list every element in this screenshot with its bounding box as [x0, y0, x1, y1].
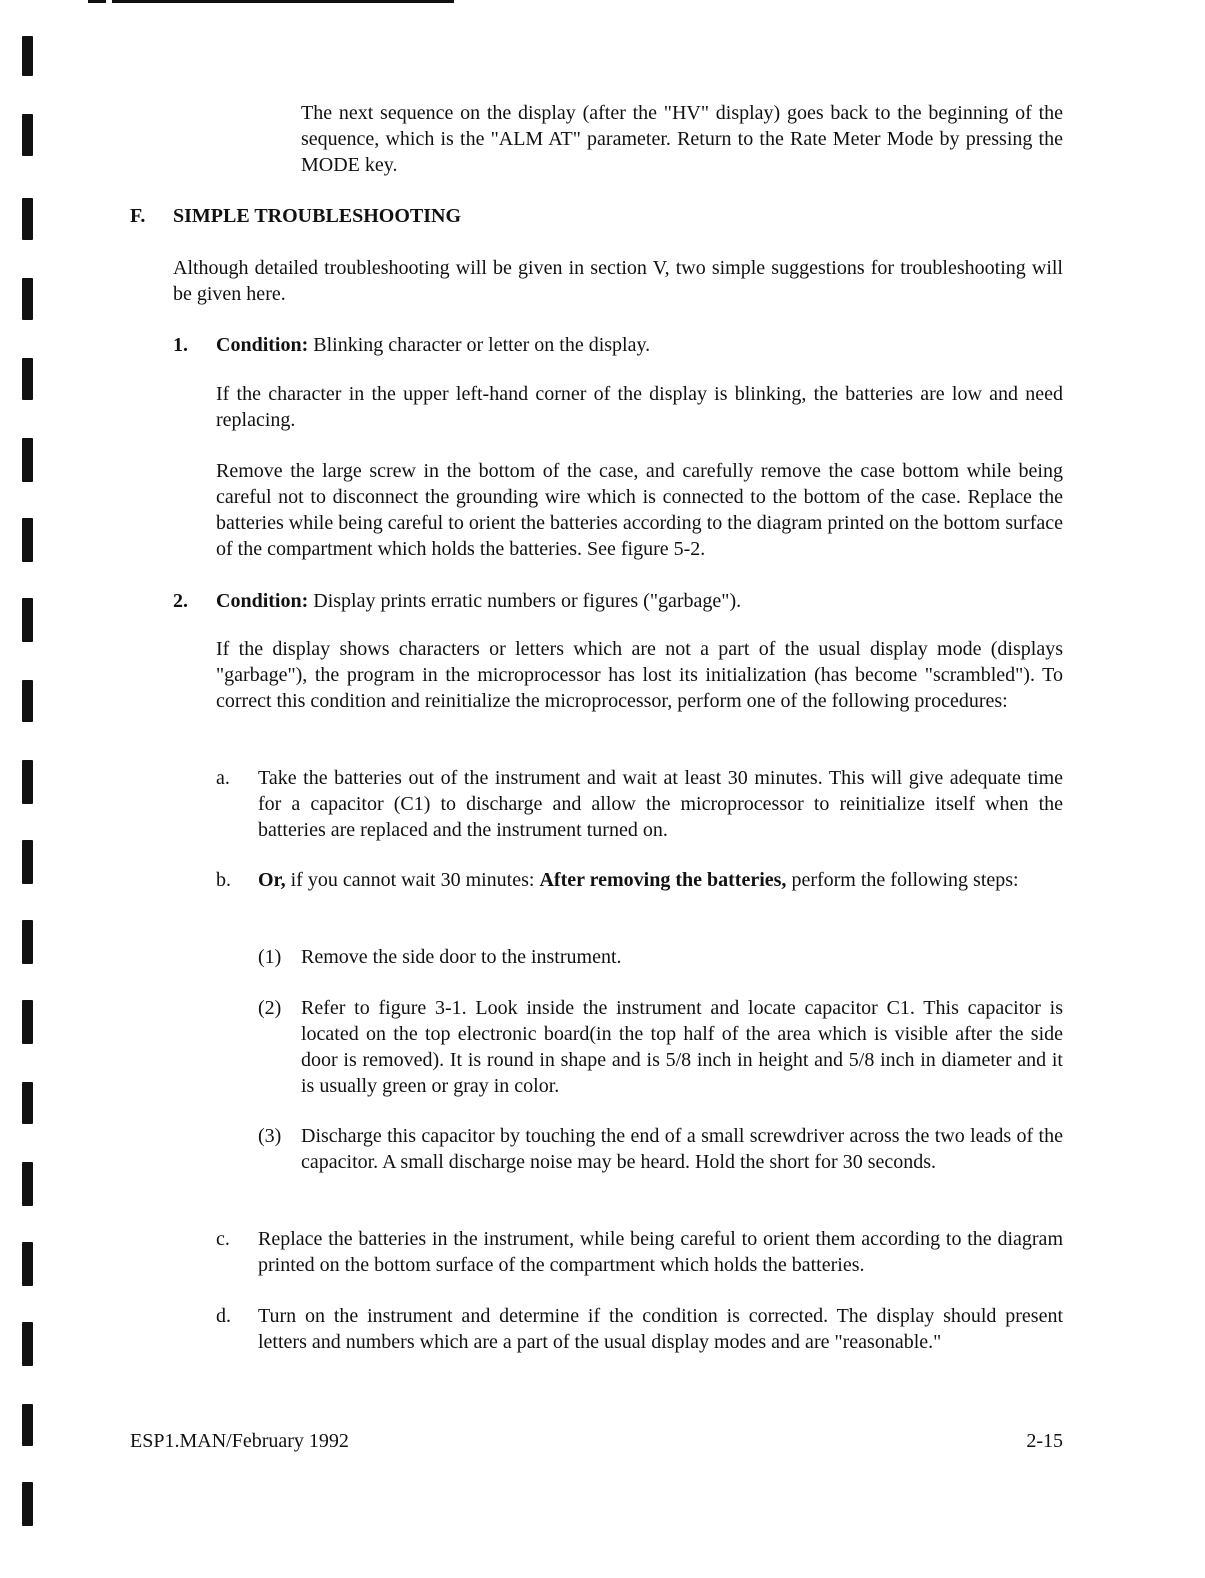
top-rule-short: [88, 0, 106, 3]
procedure-text: Replace the batteries in the instrument, while being careful to orient them according to the diagram printed on the bottom surface of the compartment which holds the batteries.: [258, 1228, 1063, 1276]
procedure-letter: c.: [216, 1228, 230, 1250]
procedure-lead: Or,: [258, 869, 286, 891]
punch-bar: [22, 680, 33, 722]
condition-paragraph: If the display shows characters or letters which are not a part of the usual display mode (displays "garbage"), the program in the microprocessor has lost its initialization (has become "scrambled"). To correct this condition and reinitialize the microprocessor, perform one of the following procedures:: [216, 638, 1063, 712]
page-number: 2-15: [1026, 1430, 1063, 1452]
procedure-text: Turn on the instrument and determine if the condition is corrected. The display should present letters and numbers which are a part of the usual display modes and are "reasonable.": [258, 1305, 1063, 1353]
punch-bar: [22, 358, 33, 400]
condition-number: 1.: [173, 334, 188, 356]
punch-bar: [22, 438, 33, 482]
footer-doc: ESP1.MAN/February 1992: [130, 1430, 349, 1452]
punch-bar: [22, 1322, 33, 1366]
punch-bar: [22, 518, 33, 562]
punch-bar: [22, 598, 33, 642]
section-intro: Although detailed troubleshooting will be given in section V, two simple suggestions for troubleshooting will be given here.: [173, 257, 1063, 305]
punch-bar: [22, 1162, 33, 1206]
punch-bar: [22, 1000, 33, 1044]
condition-label: Condition:: [216, 334, 309, 356]
punch-bar: [22, 920, 33, 964]
step-number: (2): [258, 997, 282, 1019]
condition-text: Blinking character or letter on the display.: [313, 334, 651, 356]
step-number: (1): [258, 946, 282, 968]
section-letter: F.: [130, 205, 146, 227]
punch-bar: [22, 760, 33, 804]
condition-paragraph: If the character in the upper left-hand corner of the display is blinking, the batteries are low and need replacing.: [216, 383, 1063, 431]
punch-bar: [22, 198, 33, 240]
punch-bar: [22, 840, 33, 884]
section-title: SIMPLE TROUBLESHOOTING: [173, 205, 462, 227]
condition-label: Condition:: [216, 590, 309, 612]
step-number: (3): [258, 1125, 282, 1147]
procedure-bold: After removing the batteries,: [539, 869, 787, 891]
condition-heading: [216, 332, 1063, 358]
procedure-tail: perform the following steps:: [786, 869, 1019, 891]
punch-bar: [22, 1404, 33, 1446]
procedure-letter: b.: [216, 869, 231, 891]
procedure-text: Take the batteries out of the instrument and wait at least 30 minutes. This will give adequate time for a capacitor (C1) to discharge and allow the microprocessor to reinitialize itself when the batteries are replaced and the instrument turned on.: [258, 767, 1063, 841]
top-rule: [112, 0, 454, 3]
punch-bar: [22, 1482, 33, 1526]
punch-bar: [22, 1082, 33, 1124]
procedure-text: [258, 867, 1063, 893]
procedure-letter: a.: [216, 767, 230, 789]
step-text: Discharge this capacitor by touching the end of a small screwdriver across the two leads of the capacitor. A small discharge noise may be heard. Hold the short for 30 seconds.: [301, 1125, 1063, 1173]
condition-heading: [216, 588, 1063, 614]
punch-bar: [22, 114, 33, 156]
procedure-mid: if you cannot wait 30 minutes:: [285, 869, 540, 891]
punch-bar: [22, 1242, 33, 1286]
step-text: Refer to figure 3-1. Look inside the instrument and locate capacitor C1. This capacitor is located on the top electronic board(in the top half of the area which is visible after the side door is removed). It is round in shape and is 5/8 inch in height and 5/8 inch in diameter and it is usually green or gray in color.: [301, 997, 1063, 1097]
step-text: Remove the side door to the instrument.: [301, 946, 622, 968]
intro-paragraph: The next sequence on the display (after the "HV" display) goes back to the beginning of the sequence, which is the "ALM AT" parameter. Return to the Rate Meter Mode by pressing the MODE key.: [301, 102, 1063, 176]
punch-bar: [22, 36, 33, 76]
condition-paragraph: Remove the large screw in the bottom of the case, and carefully remove the case bottom while being careful not to disconnect the grounding wire which is connected to the bottom of the case. Replace the batteries while being careful to orient the batteries according to the diagram printed on the bottom surface of the compartment which holds the batteries. See figure 5-2.: [216, 460, 1063, 560]
condition-text: Display prints erratic numbers or figures ("garbage").: [313, 590, 742, 612]
procedure-letter: d.: [216, 1305, 231, 1327]
condition-number: 2.: [173, 590, 188, 612]
punch-bar: [22, 278, 33, 320]
